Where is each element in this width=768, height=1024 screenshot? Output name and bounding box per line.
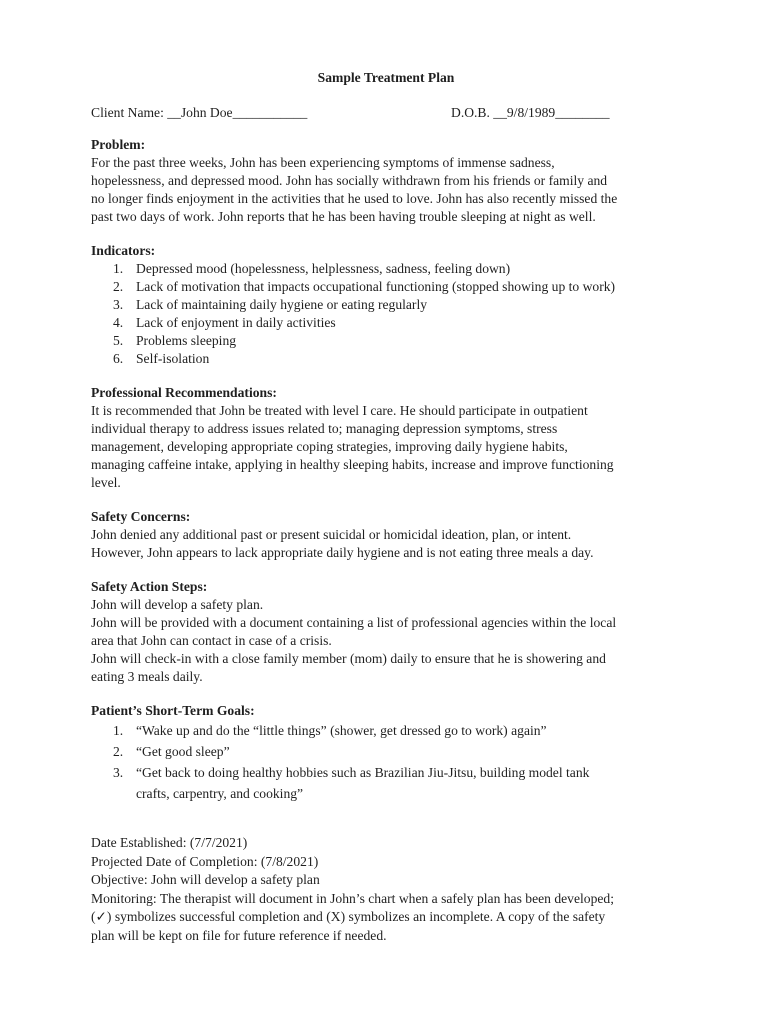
safety-concerns-heading: Safety Concerns: <box>91 509 191 524</box>
goal-item <box>91 720 681 741</box>
indicator-item <box>91 296 681 314</box>
safety-concerns-line: However, John appears to lack appropriate daily hygiene and is not eating three meals a day. <box>91 545 594 560</box>
indicator-item <box>91 350 681 368</box>
recommendations-section <box>91 384 681 492</box>
indicators-list <box>91 260 681 368</box>
safety-concerns-section <box>91 508 681 562</box>
recommendations-line: level. <box>91 475 121 490</box>
indicators-heading: Indicators: <box>91 243 156 258</box>
item-text: Self-isolation <box>136 351 210 366</box>
goals-list <box>91 720 681 804</box>
item-number: 6. <box>113 351 124 366</box>
safety-steps-line: John will develop a safety plan. <box>91 597 264 612</box>
indicator-item <box>91 260 681 278</box>
goal-item <box>91 741 681 762</box>
item-number: 2. <box>113 279 124 294</box>
monitoring-line: (✓) symbolizes successful completion and (X) symbolizes an incomplete. A copy of the safety <box>91 909 606 924</box>
objective: Objective: John will develop a safety plan <box>91 872 320 887</box>
item-text: Lack of motivation that impacts occupational functioning (stopped showing up to work) <box>136 279 616 294</box>
item-text: Lack of maintaining daily hygiene or eating regularly <box>136 297 428 312</box>
problem-line: hopelessness, and depressed mood. John has socially withdrawn from his friends or family and <box>91 173 608 188</box>
safety-steps-heading: Safety Action Steps: <box>91 579 208 594</box>
item-number: 1. <box>113 261 124 276</box>
indicator-item <box>91 278 681 296</box>
item-number: 2. <box>113 744 124 759</box>
safety-steps-line: area that John can contact in case of a crisis. <box>91 633 332 648</box>
dob-field: D.O.B. __9/8/1989________ <box>451 105 610 120</box>
item-number: 3. <box>113 297 124 312</box>
goals-heading: Patient’s Short-Term Goals: <box>91 703 255 718</box>
indicators-section <box>91 242 681 368</box>
item-number: 5. <box>113 333 124 348</box>
problem-heading: Problem: <box>91 137 146 152</box>
item-number: 3. <box>113 765 124 780</box>
safety-concerns-line: John denied any additional past or present suicidal or homicidal ideation, plan, or intent. <box>91 527 572 542</box>
item-text: “Get good sleep” <box>136 744 230 759</box>
safety-steps-line: John will check-in with a close family member (mom) daily to ensure that he is showering and <box>91 651 606 666</box>
item-number: 4. <box>113 315 124 330</box>
client-info-row <box>91 104 681 122</box>
recommendations-line: managing caffeine intake, applying in healthy sleeping habits, increase and improve functioning <box>91 457 614 472</box>
indicator-item <box>91 332 681 350</box>
item-text: Problems sleeping <box>136 333 237 348</box>
recommendations-heading: Professional Recommendations: <box>91 385 277 400</box>
item-text: Lack of enjoyment in daily activities <box>136 315 336 330</box>
projected-completion-date: Projected Date of Completion: (7/8/2021) <box>91 853 319 869</box>
goal-item <box>91 762 681 804</box>
problem-section <box>91 136 681 226</box>
problem-line: no longer finds enjoyment in the activities that he used to love. John has also recently missed the <box>91 191 618 206</box>
safety-steps-line: eating 3 meals daily. <box>91 669 203 684</box>
monitoring-line: Monitoring: The therapist will document in John’s chart when a safely plan has been developed; <box>91 890 614 906</box>
date-established: Date Established: (7/7/2021) <box>91 835 248 850</box>
item-text: “Get back to doing healthy hobbies such as Brazilian Jiu-Jitsu, building model tank <box>136 765 590 780</box>
indicator-item <box>91 314 681 332</box>
item-text-continued: crafts, carpentry, and cooking” <box>136 786 304 801</box>
problem-line: past two days of work. John reports that he has been having trouble sleeping at night as well. <box>91 209 596 224</box>
safety-steps-line: John will be provided with a document containing a list of professional agencies within the local <box>91 615 617 630</box>
monitoring-line: plan will be kept on file for future reference if needed. <box>91 927 387 943</box>
recommendations-line: individual therapy to address issues related to; managing depression symptoms, stress <box>91 421 558 436</box>
safety-steps-section <box>91 578 681 686</box>
recommendations-line: management, developing appropriate coping strategies, improving daily hygiene habits, <box>91 439 568 454</box>
problem-line: For the past three weeks, John has been experiencing symptoms of immense sadness, <box>91 155 555 170</box>
item-number: 1. <box>113 723 124 738</box>
item-text: Depressed mood (hopelessness, helplessness, sadness, feeling down) <box>136 261 511 276</box>
goals-section <box>91 702 681 804</box>
item-text: “Wake up and do the “little things” (shower, get dressed go to work) again” <box>136 723 547 738</box>
recommendations-line: It is recommended that John be treated with level I care. He should participate in outpatient <box>91 403 588 418</box>
document-page <box>91 68 681 945</box>
plan-details-section <box>91 834 681 945</box>
document-title: Sample Treatment Plan <box>317 70 455 85</box>
client-name-field: Client Name: __John Doe___________ <box>91 105 308 120</box>
